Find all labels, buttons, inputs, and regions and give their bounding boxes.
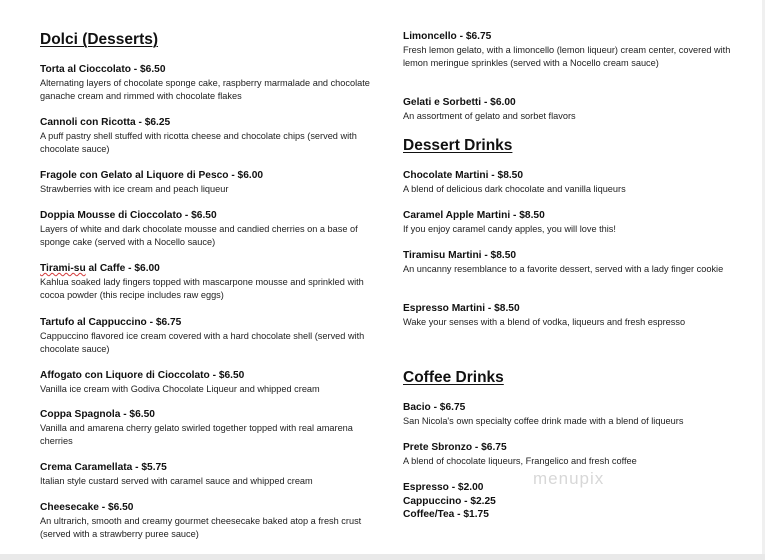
- item-name: Tartufo al Cappuccino - $6.75: [40, 317, 182, 328]
- item-name: Caramel Apple Martini - $8.50: [403, 210, 545, 221]
- item-description: Fresh lemon gelato, with a limoncello (lemon liqueur) cream center, covered with lemon meringue sprinkles (served with a Nocello cream sauce): [403, 44, 731, 68]
- item-name: Coppa Spagnola - $6.50: [40, 409, 155, 420]
- menu-item-cappuccino: Cappuccino - $2.25: [403, 495, 496, 507]
- menu-item-espresso: Espresso - $2.00: [403, 482, 484, 493]
- item-name: Fragole con Gelato al Liquore di Pesco - $6.00: [40, 170, 264, 181]
- item-name: Chocolate Martini - $8.50: [403, 170, 524, 181]
- menu-item-tartufo: [40, 316, 370, 356]
- menupix-watermark: menupix: [533, 469, 605, 488]
- item-description: A puff pastry shell stuffed with ricotta cheese and chocolate chips (served with chocolate sauce): [40, 130, 357, 154]
- item-description: An uncanny resemblance to a favorite dessert, served with a lady finger cookie: [403, 263, 724, 274]
- menu-item-cheesecake: [40, 501, 370, 541]
- item-description: Italian style custard served with caramel sauce and whipped cream: [40, 475, 313, 486]
- bottom-band: [0, 554, 765, 560]
- menu-item-bacio: [403, 401, 743, 428]
- item-name: Torta al Cioccolato - $6.50: [40, 64, 166, 75]
- menu-item-fragole: [40, 169, 370, 196]
- item-description: An assortment of gelato and sorbet flavors: [403, 110, 576, 121]
- menu-item-espresso-martini: [403, 302, 743, 329]
- menu-item-torta: [40, 63, 370, 103]
- item-name: Crema Caramellata - $5.75: [40, 462, 167, 473]
- menu-item-cannoli: [40, 116, 370, 156]
- item-description: Cappuccino flavored ice cream covered with a hard chocolate shell (served with chocolate sauce): [40, 330, 365, 354]
- menu-item-chocolate-martini: [403, 169, 743, 196]
- item-name: Limoncello - $6.75: [403, 31, 492, 42]
- item-name: Cheesecake - $6.50: [40, 502, 134, 513]
- menu-item-affogato: [40, 369, 370, 396]
- item-description: A blend of chocolate liqueurs, Frangelico and fresh coffee: [403, 455, 637, 466]
- menu-item-caramel-apple-martini: [403, 209, 743, 236]
- item-description: Wake your senses with a blend of vodka, liqueurs and fresh espresso: [403, 316, 686, 327]
- item-name: Bacio - $6.75: [403, 402, 466, 413]
- menu-item-tiramisu: [40, 262, 370, 302]
- item-description: If you enjoy caramel candy apples, you will love this!: [403, 223, 616, 234]
- item-name: Cannoli con Ricotta - $6.25: [40, 117, 171, 128]
- menu-item-tiramisu-martini: [403, 249, 743, 276]
- menu-item-coppa: [40, 408, 370, 448]
- menu-item-doppia-mousse: [40, 209, 370, 249]
- item-description: Vanilla and amarena cherry gelato swirled together topped with real amarena cherries: [40, 422, 353, 446]
- menu-item-crema: [40, 461, 370, 488]
- item-name: Doppia Mousse di Cioccolato - $6.50: [40, 210, 217, 221]
- item-description: Kahlua soaked lady fingers topped with mascarpone mousse and sprinkled with cocoa powder (this recipe includes raw eggs): [40, 276, 364, 300]
- item-name: Espresso Martini - $8.50: [403, 303, 520, 314]
- item-name: Prete Sbronzo - $6.75: [403, 442, 507, 453]
- item-description: A blend of delicious dark chocolate and vanilla liqueurs: [403, 183, 626, 194]
- item-description: Vanilla ice cream with Godiva Chocolate Liqueur and whipped cream: [40, 383, 320, 394]
- menu-item-coffee-tea: Coffee/Tea - $1.75: [403, 509, 489, 520]
- item-description: Strawberries with ice cream and peach liqueur: [40, 183, 229, 194]
- item-name: [40, 262, 370, 276]
- item-description: An ultrarich, smooth and creamy gourmet cheesecake baked atop a fresh crust (served with a strawberry puree sauce): [40, 515, 362, 539]
- item-name-rest: al Caffe - $6.00: [85, 263, 160, 274]
- menu-item-prete-sbronzo: [403, 441, 743, 468]
- item-name: Tiramisu Martini - $8.50: [403, 250, 517, 261]
- item-name: Gelati e Sorbetti - $6.00: [403, 97, 516, 108]
- spellcheck-word: Tirami-su: [40, 263, 86, 274]
- item-description: Alternating layers of chocolate sponge cake, raspberry marmalade and chocolate ganache cream and rimmed with chocolate flakes: [40, 77, 370, 101]
- menu-item-limoncello: [403, 30, 743, 70]
- item-name: Affogato con Liquore di Cioccolato - $6.50: [40, 370, 245, 381]
- menu-item-gelati: [403, 96, 743, 123]
- desserts-heading: Dolci (Desserts): [40, 31, 159, 48]
- dessert-drinks-heading: Dessert Drinks: [403, 137, 513, 154]
- coffee-drinks-heading: Coffee Drinks: [403, 369, 504, 386]
- item-description: Layers of white and dark chocolate mousse and candied cherries on a base of sponge cake (served with a Nocello sauce): [40, 223, 358, 247]
- item-description: San Nicola's own specialty coffee drink made with a blend of liqueurs: [403, 415, 684, 426]
